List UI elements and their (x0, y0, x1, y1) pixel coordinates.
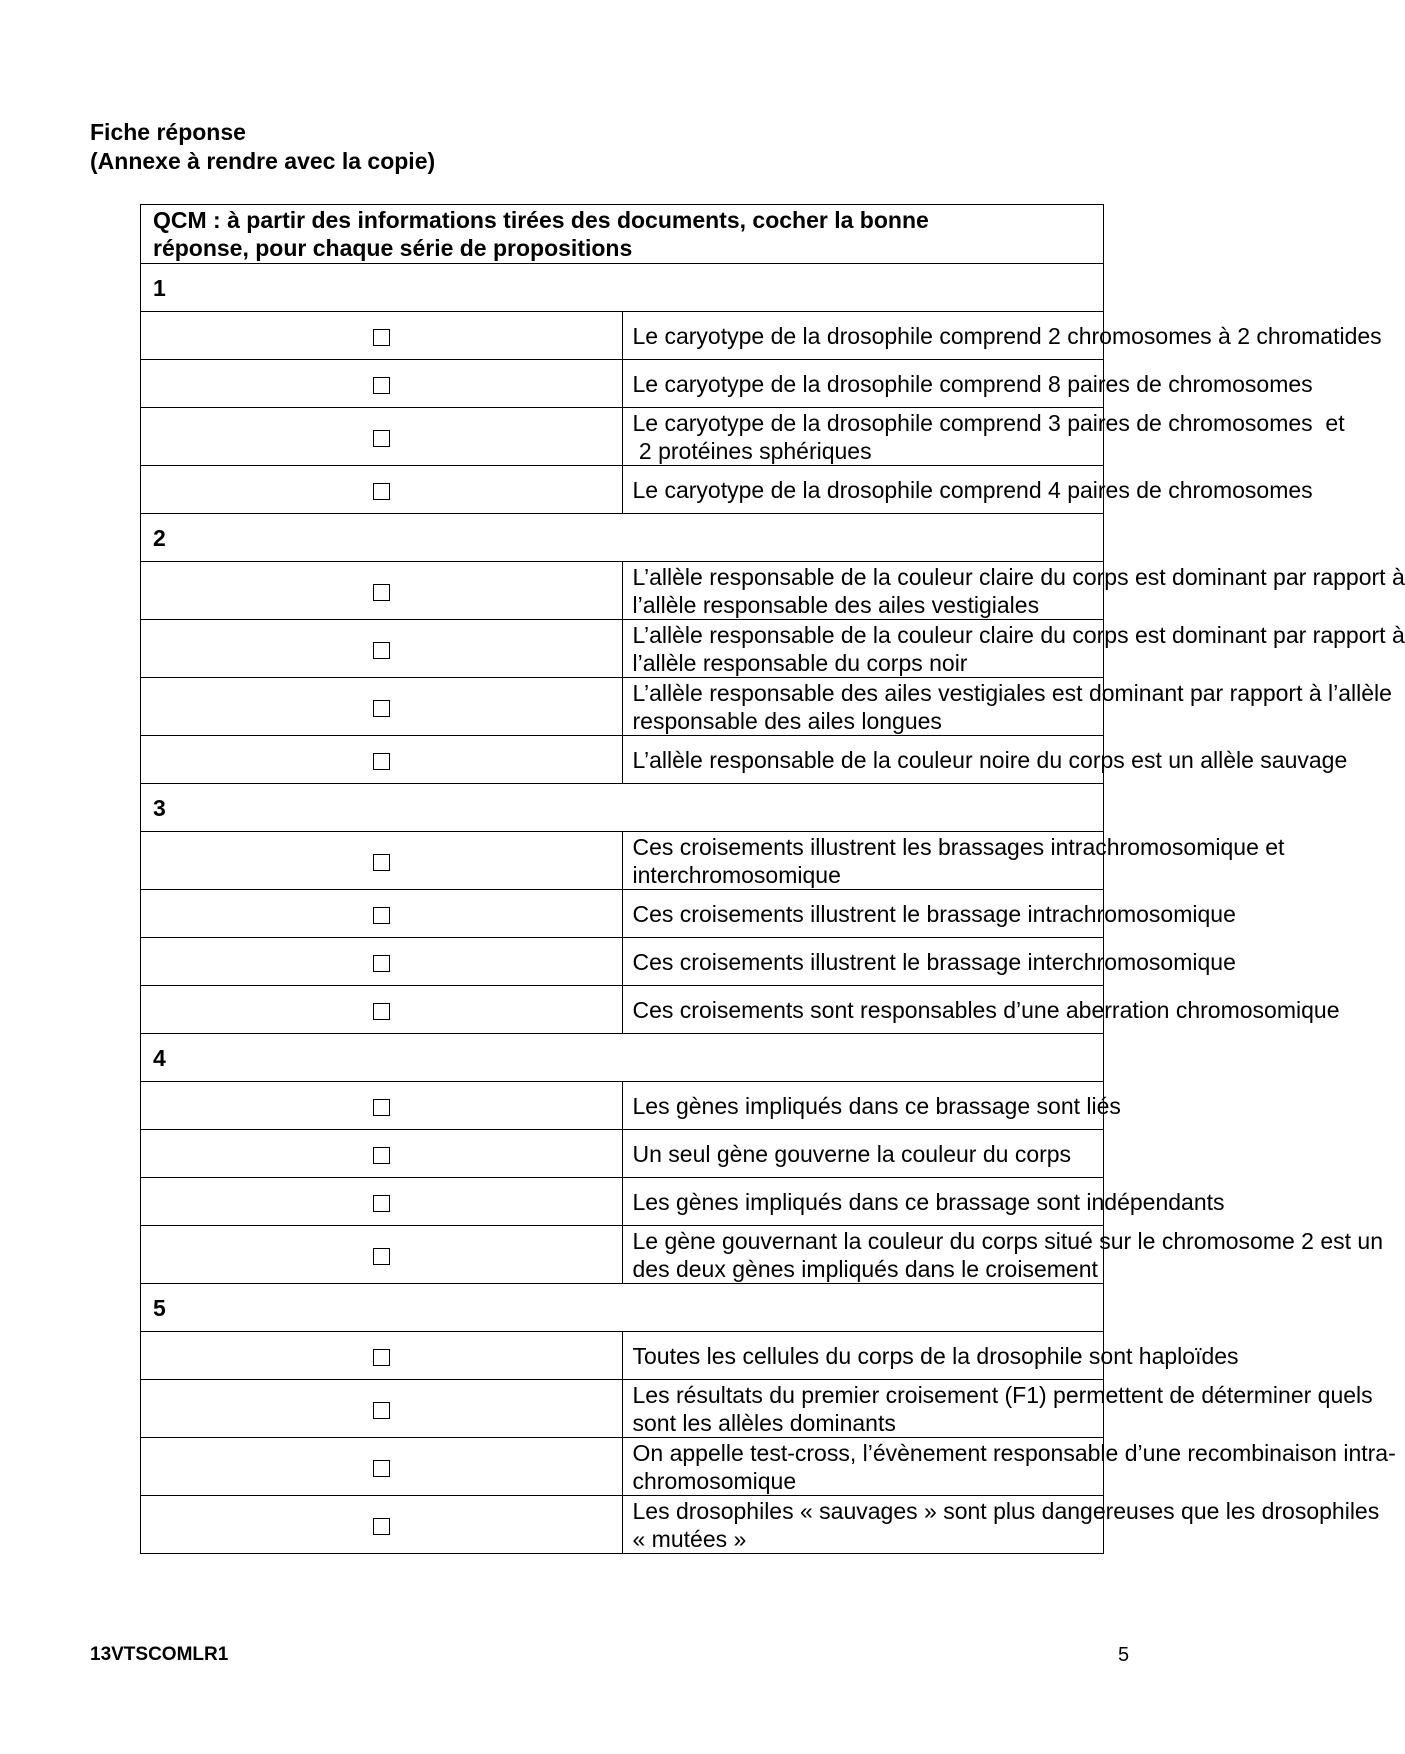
qcm-header-row (141, 205, 1104, 264)
answer-checkbox[interactable] (373, 642, 390, 659)
question-number-row (141, 514, 1104, 562)
answer-text-line: Le gène gouvernant la couleur du corps situé sur le chromosome 2 est un (632, 1227, 1383, 1254)
answer-text-line: Le caryotype de la drosophile comprend 2 chromosomes à 2 chromatides (632, 322, 1382, 349)
checkbox-cell (141, 832, 623, 890)
answer-text (622, 1226, 1383, 1284)
answer-checkbox[interactable] (373, 700, 390, 717)
answer-checkbox[interactable] (373, 483, 390, 500)
answer-text (622, 562, 1405, 620)
answer-option-row (141, 408, 1104, 466)
checkbox-cell (141, 1178, 623, 1226)
checkbox-cell (141, 1438, 623, 1496)
answer-text (622, 312, 1382, 360)
answer-option-row (141, 620, 1104, 678)
answer-checkbox[interactable] (373, 854, 390, 871)
answer-text (622, 1438, 1396, 1496)
answer-checkbox[interactable] (373, 753, 390, 770)
answer-text (622, 360, 1313, 408)
answer-text (622, 1082, 1121, 1130)
answer-text-line: Toutes les cellules du corps de la drosophile sont haploïdes (632, 1342, 1239, 1369)
answer-checkbox[interactable] (373, 1349, 390, 1366)
answer-option-row (141, 736, 1104, 784)
checkbox-cell (141, 1130, 623, 1178)
checkbox-cell (141, 312, 623, 360)
checkbox-cell (141, 678, 623, 736)
answer-checkbox[interactable] (373, 955, 390, 972)
answer-option-row (141, 832, 1104, 890)
answer-text-line: Un seul gène gouverne la couleur du corps (632, 1140, 1072, 1167)
answer-option-row (141, 1332, 1104, 1380)
answer-text (622, 408, 1345, 466)
answer-text-line: sont les allèles dominants (632, 1409, 896, 1436)
checkbox-cell (141, 562, 623, 620)
answer-text (622, 1332, 1239, 1380)
answer-checkbox[interactable] (373, 1460, 390, 1477)
answer-checkbox[interactable] (373, 1195, 390, 1212)
question-number: 3 (141, 784, 1104, 832)
answer-checkbox[interactable] (373, 1402, 390, 1419)
answer-text (622, 466, 1313, 514)
answer-option-row (141, 1082, 1104, 1130)
question-number: 2 (141, 514, 1104, 562)
checkbox-cell (141, 360, 623, 408)
question-number: 5 (141, 1284, 1104, 1332)
answer-checkbox[interactable] (373, 1518, 390, 1535)
answer-text (622, 620, 1405, 678)
answer-text-line: Le caryotype de la drosophile comprend 3 paires de chromosomes et (632, 409, 1345, 436)
checkbox-cell (141, 1496, 623, 1554)
answer-text-line: Ces croisements illustrent le brassage intrachromosomique (632, 900, 1236, 927)
heading-subtitle: (Annexe à rendre avec la copie) (90, 148, 436, 174)
page-heading (90, 118, 435, 176)
answer-option-row (141, 890, 1104, 938)
answer-checkbox[interactable] (373, 1147, 390, 1164)
answer-text-line: Les résultats du premier croisement (F1) permettent de déterminer quels (632, 1381, 1373, 1408)
checkbox-cell (141, 1082, 623, 1130)
answer-option-row (141, 938, 1104, 986)
answer-text (622, 986, 1340, 1034)
checkbox-cell (141, 1380, 623, 1438)
answer-text-line: Le caryotype de la drosophile comprend 8 paires de chromosomes (632, 370, 1313, 397)
answer-text-line: L’allèle responsable de la couleur claire du corps est dominant par rapport à (632, 621, 1405, 648)
answer-checkbox[interactable] (373, 1248, 390, 1265)
checkbox-cell (141, 1226, 623, 1284)
page-number: 5 (1118, 1644, 1130, 1666)
answer-text-line: interchromosomique (632, 861, 841, 888)
answer-text-line: L’allèle responsable de la couleur claire du corps est dominant par rapport à (632, 563, 1405, 590)
question-number: 1 (141, 264, 1104, 312)
answer-text (622, 938, 1236, 986)
answer-option-row (141, 1496, 1104, 1554)
answer-text (622, 678, 1392, 736)
answer-checkbox[interactable] (373, 584, 390, 601)
answer-text-line: Les gènes impliqués dans ce brassage sont indépendants (632, 1188, 1225, 1215)
answer-text-line: « mutées » (632, 1525, 747, 1552)
answer-option-row (141, 1438, 1104, 1496)
answer-text-line: 2 protéines sphériques (632, 437, 872, 464)
qcm-instructions (141, 205, 1104, 264)
question-number-row (141, 264, 1104, 312)
answer-text-line: l’allèle responsable des ailes vestigiales (632, 591, 1040, 618)
answer-option-row (141, 1178, 1104, 1226)
answer-text-line: des deux gènes impliqués dans le croisement (632, 1255, 1098, 1282)
answer-text-line: Ces croisements sont responsables d’une aberration chromosomique (632, 996, 1340, 1023)
answer-text-line: Ces croisements illustrent le brassage interchromosomique (632, 948, 1236, 975)
answer-checkbox[interactable] (373, 907, 390, 924)
answer-option-row (141, 1130, 1104, 1178)
checkbox-cell (141, 1332, 623, 1380)
checkbox-cell (141, 736, 623, 784)
answer-option-row (141, 312, 1104, 360)
answer-text-line: Les gènes impliqués dans ce brassage sont liés (632, 1092, 1121, 1119)
answer-text-line: l’allèle responsable du corps noir (632, 649, 968, 676)
answer-text-line: Le caryotype de la drosophile comprend 4 paires de chromosomes (632, 476, 1313, 503)
answer-checkbox[interactable] (373, 377, 390, 394)
answer-text (622, 1380, 1373, 1438)
question-number-row (141, 1034, 1104, 1082)
checkbox-cell (141, 986, 623, 1034)
answer-text (622, 832, 1285, 890)
checkbox-cell (141, 890, 623, 938)
answer-text-line: Les drosophiles « sauvages » sont plus dangereuses que les drosophiles (632, 1497, 1380, 1524)
checkbox-cell (141, 408, 623, 466)
answer-option-row (141, 1380, 1104, 1438)
answer-checkbox[interactable] (373, 430, 390, 447)
checkbox-cell (141, 938, 623, 986)
question-number: 4 (141, 1034, 1104, 1082)
answer-text-line: On appelle test-cross, l’évènement responsable d’une recombinaison intra- (632, 1439, 1396, 1466)
answer-text-line: L’allèle responsable de la couleur noire du corps est un allèle sauvage (632, 746, 1348, 773)
answer-option-row (141, 360, 1104, 408)
answer-text (622, 890, 1236, 938)
heading-title: Fiche réponse (90, 119, 246, 145)
answer-option-row (141, 562, 1104, 620)
answer-text-line: responsable des ailes longues (632, 707, 942, 734)
checkbox-cell (141, 620, 623, 678)
answer-text (622, 1496, 1380, 1554)
answer-text (622, 736, 1348, 784)
qcm-table (140, 204, 1405, 1554)
answer-option-row (141, 466, 1104, 514)
qcm-instructions-line-2: réponse, pour chaque série de propositions (153, 235, 633, 261)
answer-checkbox[interactable] (373, 1003, 390, 1020)
answer-text-line: chromosomique (632, 1467, 797, 1494)
answer-option-row (141, 678, 1104, 736)
answer-option-row (141, 1226, 1104, 1284)
question-number-row (141, 784, 1104, 832)
answer-checkbox[interactable] (373, 329, 390, 346)
question-number-row (141, 1284, 1104, 1332)
answer-text-line: Ces croisements illustrent les brassages intrachromosomique et (632, 833, 1285, 860)
answer-option-row (141, 986, 1104, 1034)
document-code: 13VTSCOMLR1 (90, 1644, 229, 1665)
answer-text (622, 1130, 1104, 1178)
qcm-instructions-line-1: QCM : à partir des informations tirées des documents, cocher la bonne (153, 207, 929, 233)
answer-checkbox[interactable] (373, 1099, 390, 1116)
answer-text (622, 1178, 1225, 1226)
checkbox-cell (141, 466, 623, 514)
answer-text-line: L’allèle responsable des ailes vestigiales est dominant par rapport à l’allèle (632, 679, 1392, 706)
